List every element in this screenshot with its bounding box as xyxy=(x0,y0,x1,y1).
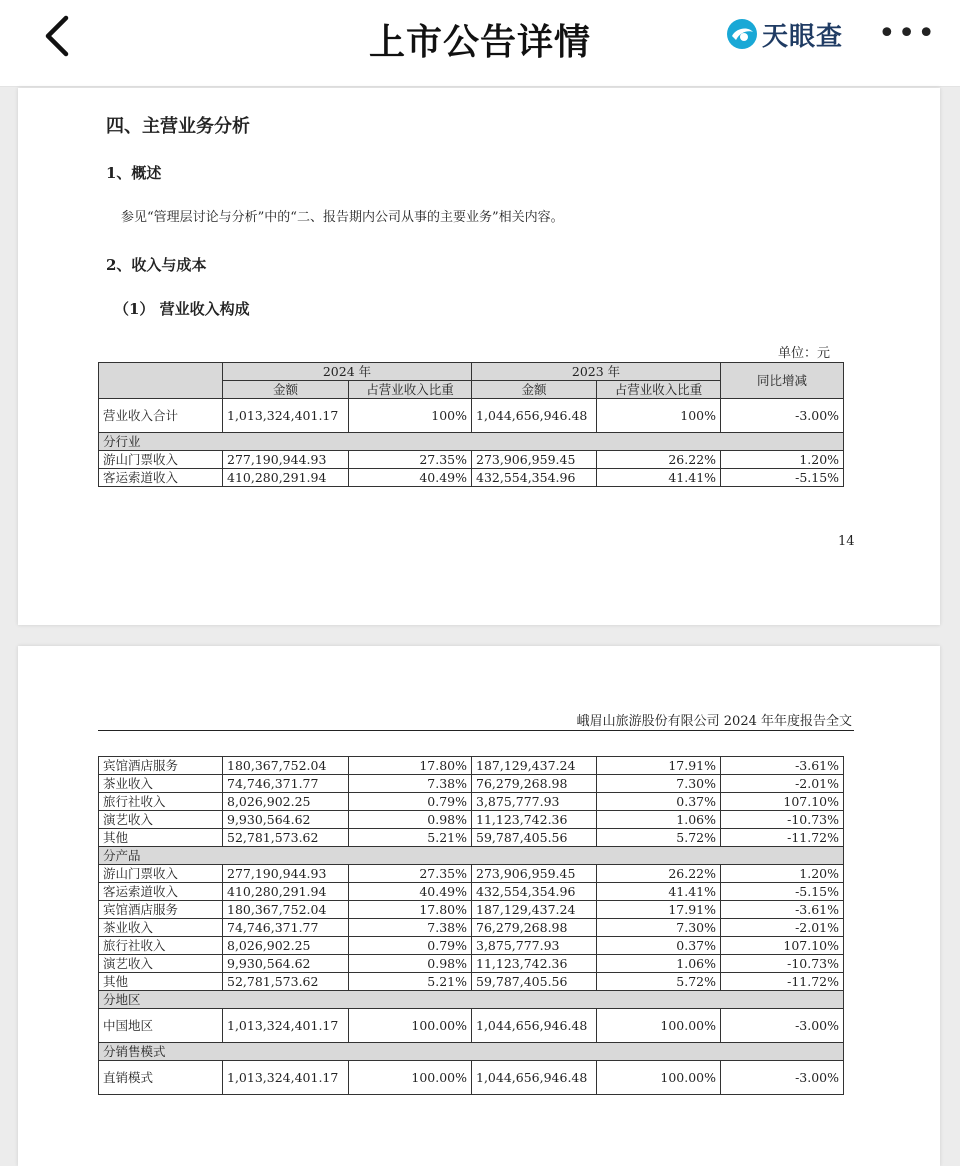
cell-yoy: -10.73% xyxy=(721,955,844,973)
cell-yoy: -5.15% xyxy=(721,883,844,901)
cell-amount-2023: 1,044,656,946.48 xyxy=(472,1009,597,1043)
table-row-total xyxy=(99,399,844,433)
brand-logo[interactable] xyxy=(726,16,843,52)
table-row xyxy=(99,955,844,973)
page-number: 14 xyxy=(838,534,855,549)
row-label: 演艺收入 xyxy=(99,811,223,829)
tianyancha-logo-icon xyxy=(726,18,758,50)
cell-amount-2024: 52,781,573.62 xyxy=(223,973,349,991)
cell-amount-2024: 74,746,371.77 xyxy=(223,775,349,793)
cell-ratio-2023: 5.72% xyxy=(597,829,721,847)
cell-amount-2024: 277,190,944.93 xyxy=(223,451,349,469)
section-label: 分产品 xyxy=(99,847,844,865)
cell-amount-2024: 52,781,573.62 xyxy=(223,829,349,847)
cell-ratio-2023: 41.41% xyxy=(597,469,721,487)
document-page-2 xyxy=(18,646,940,1166)
document-page-1 xyxy=(18,88,940,625)
cell-yoy: -5.15% xyxy=(721,469,844,487)
table-row xyxy=(99,883,844,901)
cell-yoy: -3.00% xyxy=(721,1009,844,1043)
header-rule xyxy=(98,730,854,731)
row-label: 营业收入合计 xyxy=(99,399,223,433)
cell-yoy: -2.01% xyxy=(721,919,844,937)
subsection-overview: 1、概述 xyxy=(106,164,162,182)
cell-amount-2024: 1,013,324,401.17 xyxy=(223,399,349,433)
cell-ratio-2024: 27.35% xyxy=(349,865,472,883)
row-label: 游山门票收入 xyxy=(99,451,223,469)
industry-rows xyxy=(99,757,844,847)
cell-ratio-2024: 0.98% xyxy=(349,811,472,829)
cell-amount-2023: 187,129,437.24 xyxy=(472,757,597,775)
row-label: 其他 xyxy=(99,973,223,991)
cell-amount-2023: 76,279,268.98 xyxy=(472,775,597,793)
ellipsis-icon: ••• xyxy=(878,16,938,51)
cell-ratio-2023: 7.30% xyxy=(597,775,721,793)
cell-ratio-2023: 26.22% xyxy=(597,865,721,883)
cell-ratio-2024: 0.98% xyxy=(349,955,472,973)
cell-amount-2024: 410,280,291.94 xyxy=(223,469,349,487)
table-row-sales xyxy=(99,1061,844,1095)
cell-amount-2024: 8,026,902.25 xyxy=(223,793,349,811)
header-yoy: 同比增减 xyxy=(721,363,844,399)
cell-ratio-2023: 0.37% xyxy=(597,793,721,811)
cell-yoy: -3.61% xyxy=(721,901,844,919)
cell-amount-2024: 8,026,902.25 xyxy=(223,937,349,955)
row-label: 茶业收入 xyxy=(99,775,223,793)
row-label: 宾馆酒店服务 xyxy=(99,757,223,775)
table-body-page1 xyxy=(99,451,844,487)
cell-ratio-2024: 0.79% xyxy=(349,937,472,955)
header-amount-2023: 金额 xyxy=(472,381,597,399)
subsection-revenue-composition: （1） 营业收入构成 xyxy=(114,300,250,318)
header-blank-cell xyxy=(99,363,223,399)
cell-amount-2023: 1,044,656,946.48 xyxy=(472,1061,597,1095)
page-title: 上市公告详情 xyxy=(368,22,591,63)
table-row xyxy=(99,865,844,883)
cell-amount-2023: 432,554,354.96 xyxy=(472,883,597,901)
more-options-button[interactable] xyxy=(878,16,938,51)
section-label: 分行业 xyxy=(99,433,844,451)
table-row xyxy=(99,793,844,811)
cell-ratio-2023: 26.22% xyxy=(597,451,721,469)
header-year-2023: 2023 年 xyxy=(472,363,721,381)
top-navigation-bar xyxy=(0,0,960,87)
cell-ratio-2023: 17.91% xyxy=(597,901,721,919)
cell-yoy: -11.72% xyxy=(721,973,844,991)
cell-amount-2023: 11,123,742.36 xyxy=(472,811,597,829)
cell-yoy: -3.00% xyxy=(721,399,844,433)
cell-amount-2023: 3,875,777.93 xyxy=(472,793,597,811)
section-row-industry xyxy=(99,433,844,451)
cell-yoy: 1.20% xyxy=(721,451,844,469)
cell-amount-2024: 277,190,944.93 xyxy=(223,865,349,883)
cell-ratio-2023: 100.00% xyxy=(597,1061,721,1095)
cell-ratio-2024: 7.38% xyxy=(349,919,472,937)
cell-amount-2023: 76,279,268.98 xyxy=(472,919,597,937)
section-title: 四、主营业务分析 xyxy=(106,116,250,137)
cell-ratio-2024: 17.80% xyxy=(349,757,472,775)
cell-amount-2023: 59,787,405.56 xyxy=(472,973,597,991)
unit-label: 单位：元 xyxy=(778,346,831,361)
cell-ratio-2024: 27.35% xyxy=(349,451,472,469)
cell-yoy: 107.10% xyxy=(721,937,844,955)
row-label: 中国地区 xyxy=(99,1009,223,1043)
cell-amount-2024: 1,013,324,401.17 xyxy=(223,1061,349,1095)
cell-ratio-2024: 17.80% xyxy=(349,901,472,919)
table-row xyxy=(99,901,844,919)
table-row xyxy=(99,757,844,775)
cell-yoy: -2.01% xyxy=(721,775,844,793)
cell-amount-2024: 410,280,291.94 xyxy=(223,883,349,901)
cell-amount-2024: 1,013,324,401.17 xyxy=(223,1009,349,1043)
cell-yoy: -3.61% xyxy=(721,757,844,775)
cell-ratio-2023: 5.72% xyxy=(597,973,721,991)
table-row xyxy=(99,451,844,469)
cell-ratio-2023: 7.30% xyxy=(597,919,721,937)
row-label: 游山门票收入 xyxy=(99,865,223,883)
cell-amount-2024: 9,930,564.62 xyxy=(223,811,349,829)
cell-amount-2023: 3,875,777.93 xyxy=(472,937,597,955)
cell-ratio-2024: 100.00% xyxy=(349,1061,472,1095)
row-label: 客运索道收入 xyxy=(99,469,223,487)
brand-name: 天眼查 xyxy=(762,21,844,52)
table-row xyxy=(99,829,844,847)
cell-ratio-2024: 7.38% xyxy=(349,775,472,793)
cell-yoy: -11.72% xyxy=(721,829,844,847)
cell-ratio-2023: 0.37% xyxy=(597,937,721,955)
table-row xyxy=(99,469,844,487)
row-label: 其他 xyxy=(99,829,223,847)
cell-ratio-2024: 5.21% xyxy=(349,829,472,847)
cell-ratio-2024: 100% xyxy=(349,399,472,433)
row-label: 宾馆酒店服务 xyxy=(99,901,223,919)
product-rows xyxy=(99,865,844,991)
row-label: 茶业收入 xyxy=(99,919,223,937)
cell-amount-2023: 187,129,437.24 xyxy=(472,901,597,919)
cell-amount-2024: 180,367,752.04 xyxy=(223,901,349,919)
overview-paragraph: 参见“管理层讨论与分析”中的“二、报告期内公司从事的主要业务”相关内容。 xyxy=(121,210,564,225)
cell-amount-2023: 432,554,354.96 xyxy=(472,469,597,487)
cell-amount-2023: 59,787,405.56 xyxy=(472,829,597,847)
cell-amount-2023: 11,123,742.36 xyxy=(472,955,597,973)
table-row xyxy=(99,919,844,937)
cell-ratio-2023: 1.06% xyxy=(597,811,721,829)
table-row xyxy=(99,811,844,829)
row-label: 旅行社收入 xyxy=(99,937,223,955)
cell-yoy: 107.10% xyxy=(721,793,844,811)
table-row xyxy=(99,775,844,793)
cell-amount-2023: 1,044,656,946.48 xyxy=(472,399,597,433)
header-amount-2024: 金额 xyxy=(223,381,349,399)
table-row xyxy=(99,973,844,991)
cell-amount-2024: 180,367,752.04 xyxy=(223,757,349,775)
row-label: 客运索道收入 xyxy=(99,883,223,901)
header-ratio-2024: 占营业收入比重 xyxy=(349,381,472,399)
row-label: 旅行社收入 xyxy=(99,793,223,811)
row-label: 直销模式 xyxy=(99,1061,223,1095)
table-header-row xyxy=(99,363,844,381)
cell-yoy: 1.20% xyxy=(721,865,844,883)
section-row-product xyxy=(99,847,844,865)
cell-ratio-2024: 40.49% xyxy=(349,469,472,487)
table-row-region xyxy=(99,1009,844,1043)
cell-ratio-2023: 41.41% xyxy=(597,883,721,901)
cell-ratio-2023: 17.91% xyxy=(597,757,721,775)
cell-amount-2024: 74,746,371.77 xyxy=(223,919,349,937)
cell-ratio-2023: 100% xyxy=(597,399,721,433)
section-row-sales-mode xyxy=(99,1043,844,1061)
cell-amount-2023: 273,906,959.45 xyxy=(472,451,597,469)
cell-ratio-2024: 40.49% xyxy=(349,883,472,901)
cell-ratio-2024: 100.00% xyxy=(349,1009,472,1043)
header-ratio-2023: 占营业收入比重 xyxy=(597,381,721,399)
cell-yoy: -3.00% xyxy=(721,1061,844,1095)
revenue-table-part-1 xyxy=(98,362,844,487)
section-row-region xyxy=(99,991,844,1009)
header-year-2024: 2024 年 xyxy=(223,363,472,381)
cell-ratio-2023: 100.00% xyxy=(597,1009,721,1043)
running-header: 峨眉山旅游股份有限公司 2024 年年度报告全文 xyxy=(576,714,852,729)
cell-ratio-2023: 1.06% xyxy=(597,955,721,973)
cell-ratio-2024: 5.21% xyxy=(349,973,472,991)
row-label: 演艺收入 xyxy=(99,955,223,973)
cell-yoy: -10.73% xyxy=(721,811,844,829)
revenue-table-part-2 xyxy=(98,756,844,1095)
table-row xyxy=(99,937,844,955)
cell-amount-2024: 9,930,564.62 xyxy=(223,955,349,973)
section-label: 分销售模式 xyxy=(99,1043,844,1061)
section-label: 分地区 xyxy=(99,991,844,1009)
cell-ratio-2024: 0.79% xyxy=(349,793,472,811)
subsection-revenue-cost: 2、收入与成本 xyxy=(106,256,207,274)
cell-amount-2023: 273,906,959.45 xyxy=(472,865,597,883)
